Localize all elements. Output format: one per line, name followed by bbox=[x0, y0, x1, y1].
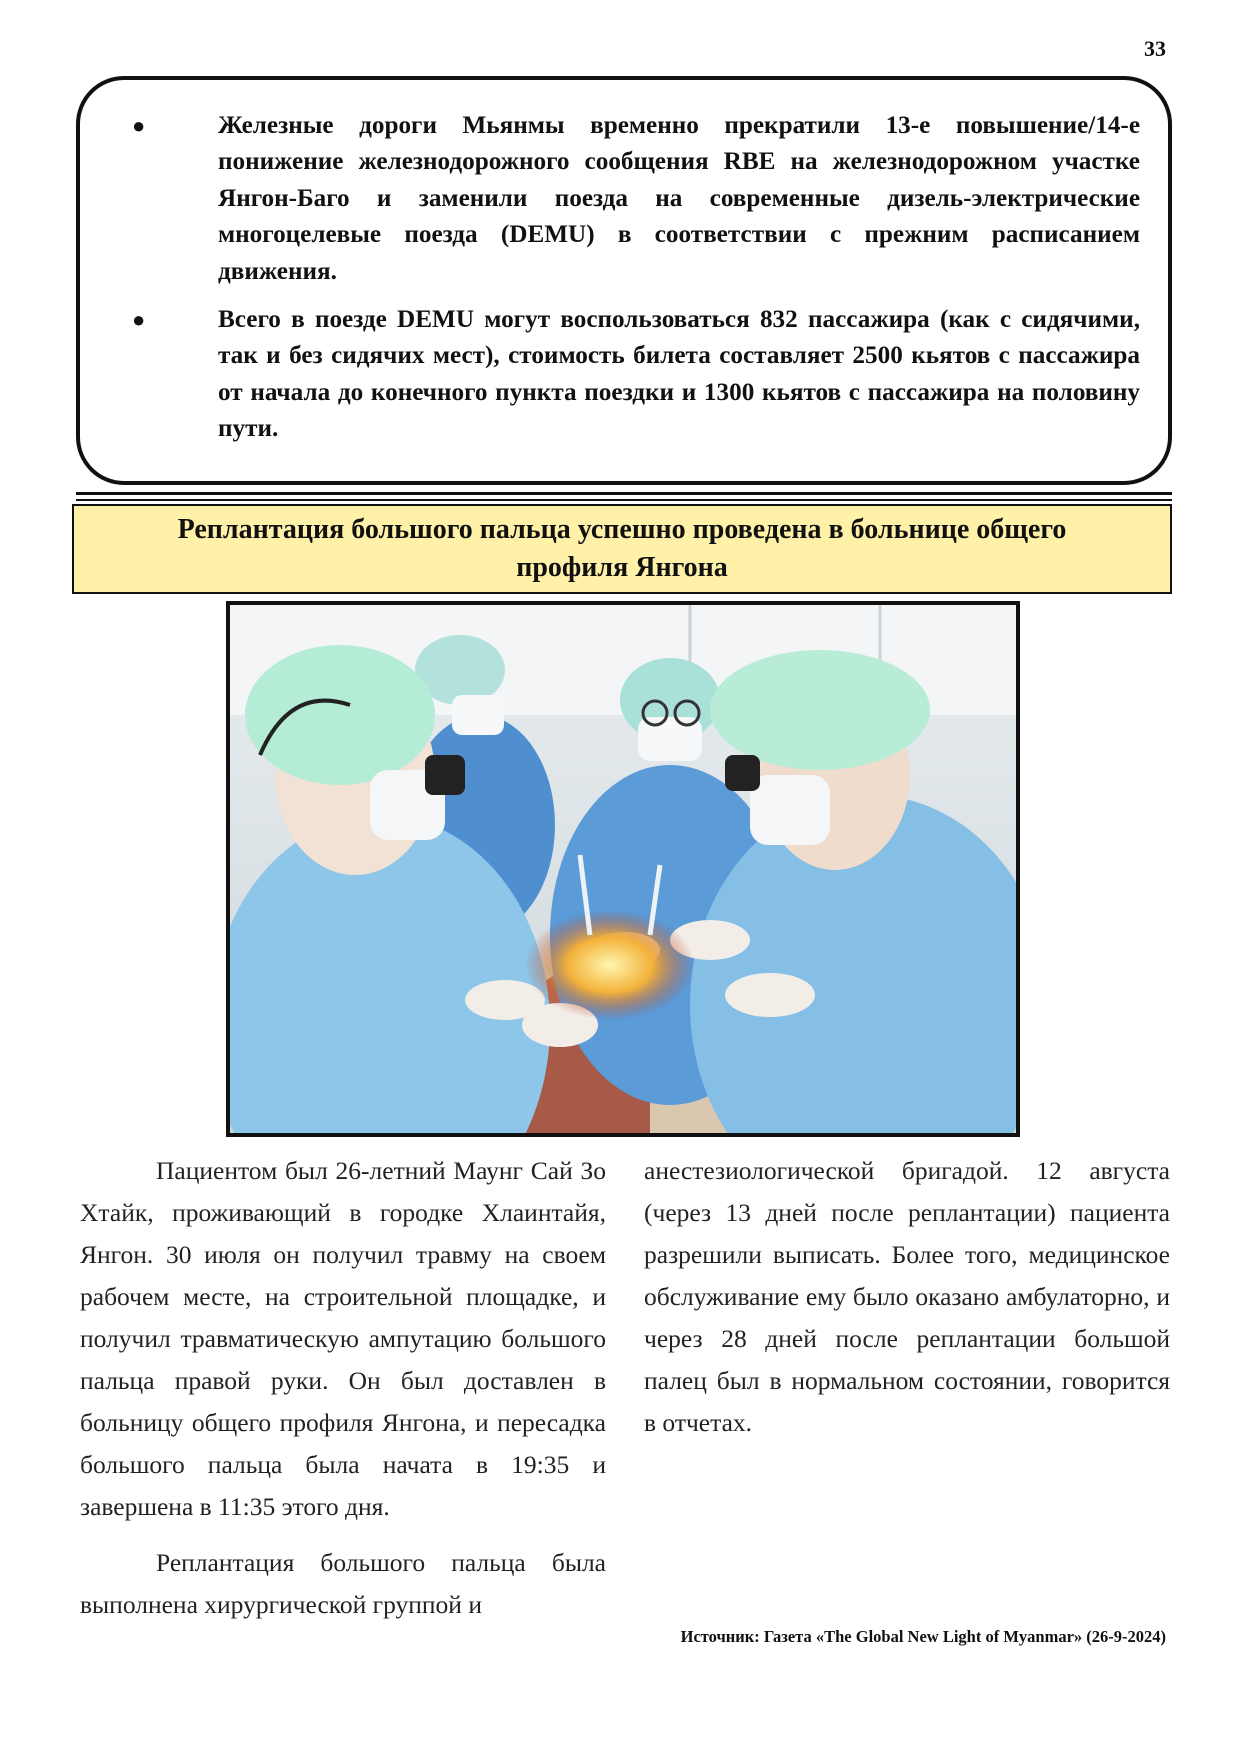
divider-thin bbox=[76, 499, 1172, 501]
article-headline-banner bbox=[72, 504, 1172, 594]
summary-item-text: Всего в поезде DEMU могут воспользоваться 832 пассажира (как с сидячими, так и без сидячих мест), стоимость билета составляет 2500 кьятов с пассажира от начала до конечного пункта поездки и 1300 кьятов с пассажира на половину пути. bbox=[218, 306, 1140, 443]
article-headline: Реплантация большого пальца успешно проведена в больнице общего профиля Янгона bbox=[177, 514, 1067, 583]
summary-item-text: Железные дороги Мьянмы временно прекратили 13-е повышение/14-е понижение железнодорожного сообщения RBE на железнодорожном участке Янгон-Баго и заменили поезда на современные дизель-электрические многоцелевые поезда (DEMU) в соответствии с прежним расписанием движения. bbox=[218, 112, 1140, 285]
bullet-icon: ● bbox=[132, 113, 146, 138]
summary-list bbox=[104, 108, 1140, 448]
article-paragraph: анестезиологической бригадой. 12 августа (через 13 дней после реплантации) пациента разрешили выписать. Более того, медицинское обслуживание ему было оказано амбулаторно, и через 28 дней после реплантации большой палец был в нормальном состоянии, говорится в отчетах. bbox=[644, 1156, 1170, 1437]
summary-item bbox=[104, 302, 1140, 448]
article-column-left bbox=[80, 1150, 606, 1640]
surgery-photo bbox=[226, 601, 1020, 1137]
divider-thick bbox=[76, 492, 1172, 495]
article-paragraph: Реплантация большого пальца была выполнена хирургической группой и bbox=[80, 1548, 606, 1619]
surgery-photo-illustration bbox=[230, 605, 1016, 1133]
summary-item bbox=[104, 108, 1140, 290]
article-source: Источник: Газета «The Global New Light of Myanmar» (26-9-2024) bbox=[680, 1627, 1166, 1646]
article-paragraph: Пациентом был 26-летний Маунг Сай Зо Хтайк, проживающий в городке Хлаинтайя, Янгон. 30 июля он получил травму на своем рабочем месте, на строительной площадке, и получил травматическую ампутацию большого пальца правой руки. Он был доставлен в больницу общего профиля Янгона, и пересадка большого пальца была начата в 19:35 и завершена в 11:35 этого дня. bbox=[80, 1156, 606, 1521]
summary-box bbox=[76, 76, 1172, 485]
article-column-right bbox=[644, 1150, 1170, 1458]
page-number: 33 bbox=[1144, 36, 1166, 61]
bullet-icon: ● bbox=[132, 307, 146, 333]
